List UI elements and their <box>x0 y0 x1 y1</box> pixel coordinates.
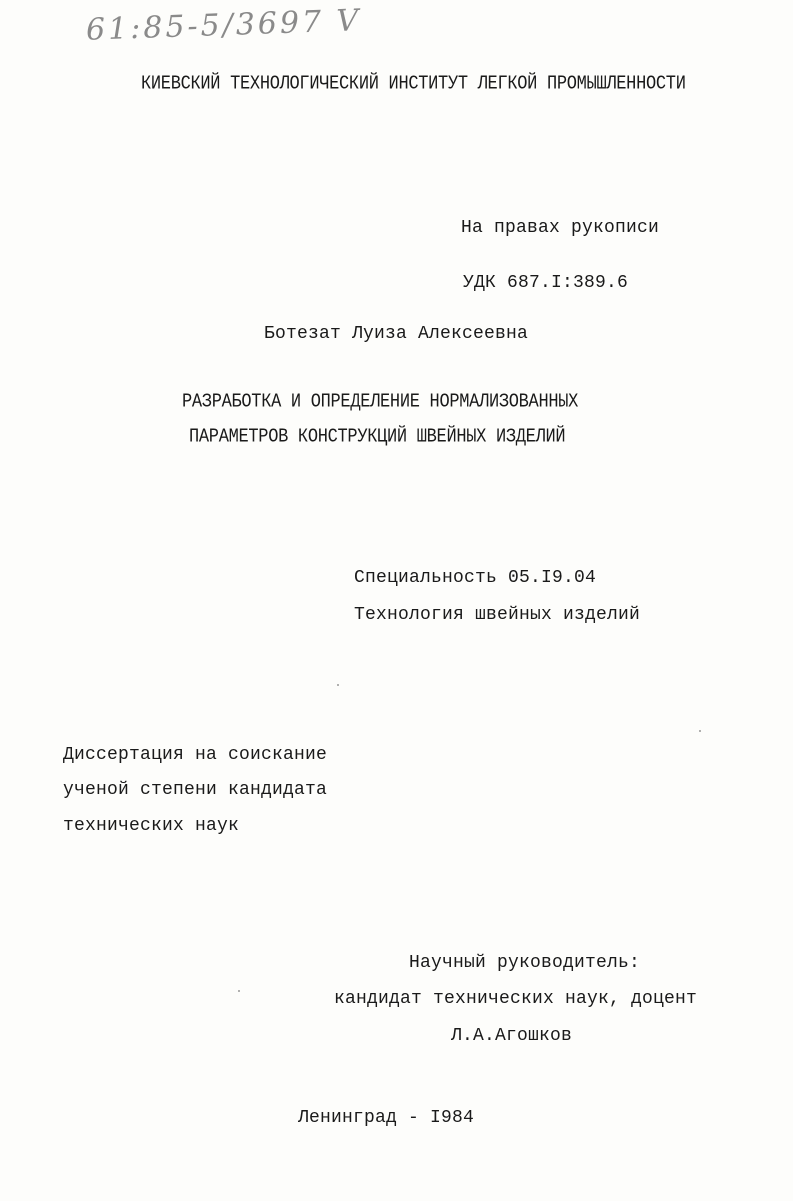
manuscript-rights-note: На правах рукописи <box>461 218 660 238</box>
institution-name: КИЕВСКИЙ ТЕХНОЛОГИЧЕСКИЙ ИНСТИТУТ ЛЕГКОЙ ПРОМЫШЛЕННОСТИ <box>141 73 686 96</box>
supervisor-name: Л.А.Агошков <box>451 1026 573 1046</box>
specialty-code: Специальность 05.I9.04 <box>354 568 597 588</box>
specialty-name: Технология швейных изделий <box>354 605 641 625</box>
title-line-2: ПАРАМЕТРОВ КОНСТРУКЦИЙ ШВЕЙНЫХ ИЗДЕЛИЙ <box>189 426 566 449</box>
place-and-year: Ленинград - I984 <box>298 1108 475 1128</box>
scan-speck <box>238 990 240 992</box>
handwritten-archive-mark: 61:85-5/3697 V <box>85 3 362 48</box>
dissertation-line-1: Диссертация на соискание <box>63 745 328 765</box>
supervisor-title: кандидат технических наук, доцент <box>334 989 698 1009</box>
scan-speck <box>699 730 701 732</box>
udk-code: УДК 687.I:389.6 <box>463 273 629 293</box>
supervisor-label: Научный руководитель: <box>409 953 641 973</box>
scan-speck <box>337 684 339 686</box>
title-line-1: РАЗРАБОТКА И ОПРЕДЕЛЕНИЕ НОРМАЛИЗОВАННЫХ <box>182 391 579 414</box>
author-name: Ботезат Луиза Алексеевна <box>264 324 529 344</box>
dissertation-line-2: ученой степени кандидата <box>63 780 328 800</box>
dissertation-line-3: технических наук <box>63 816 240 836</box>
